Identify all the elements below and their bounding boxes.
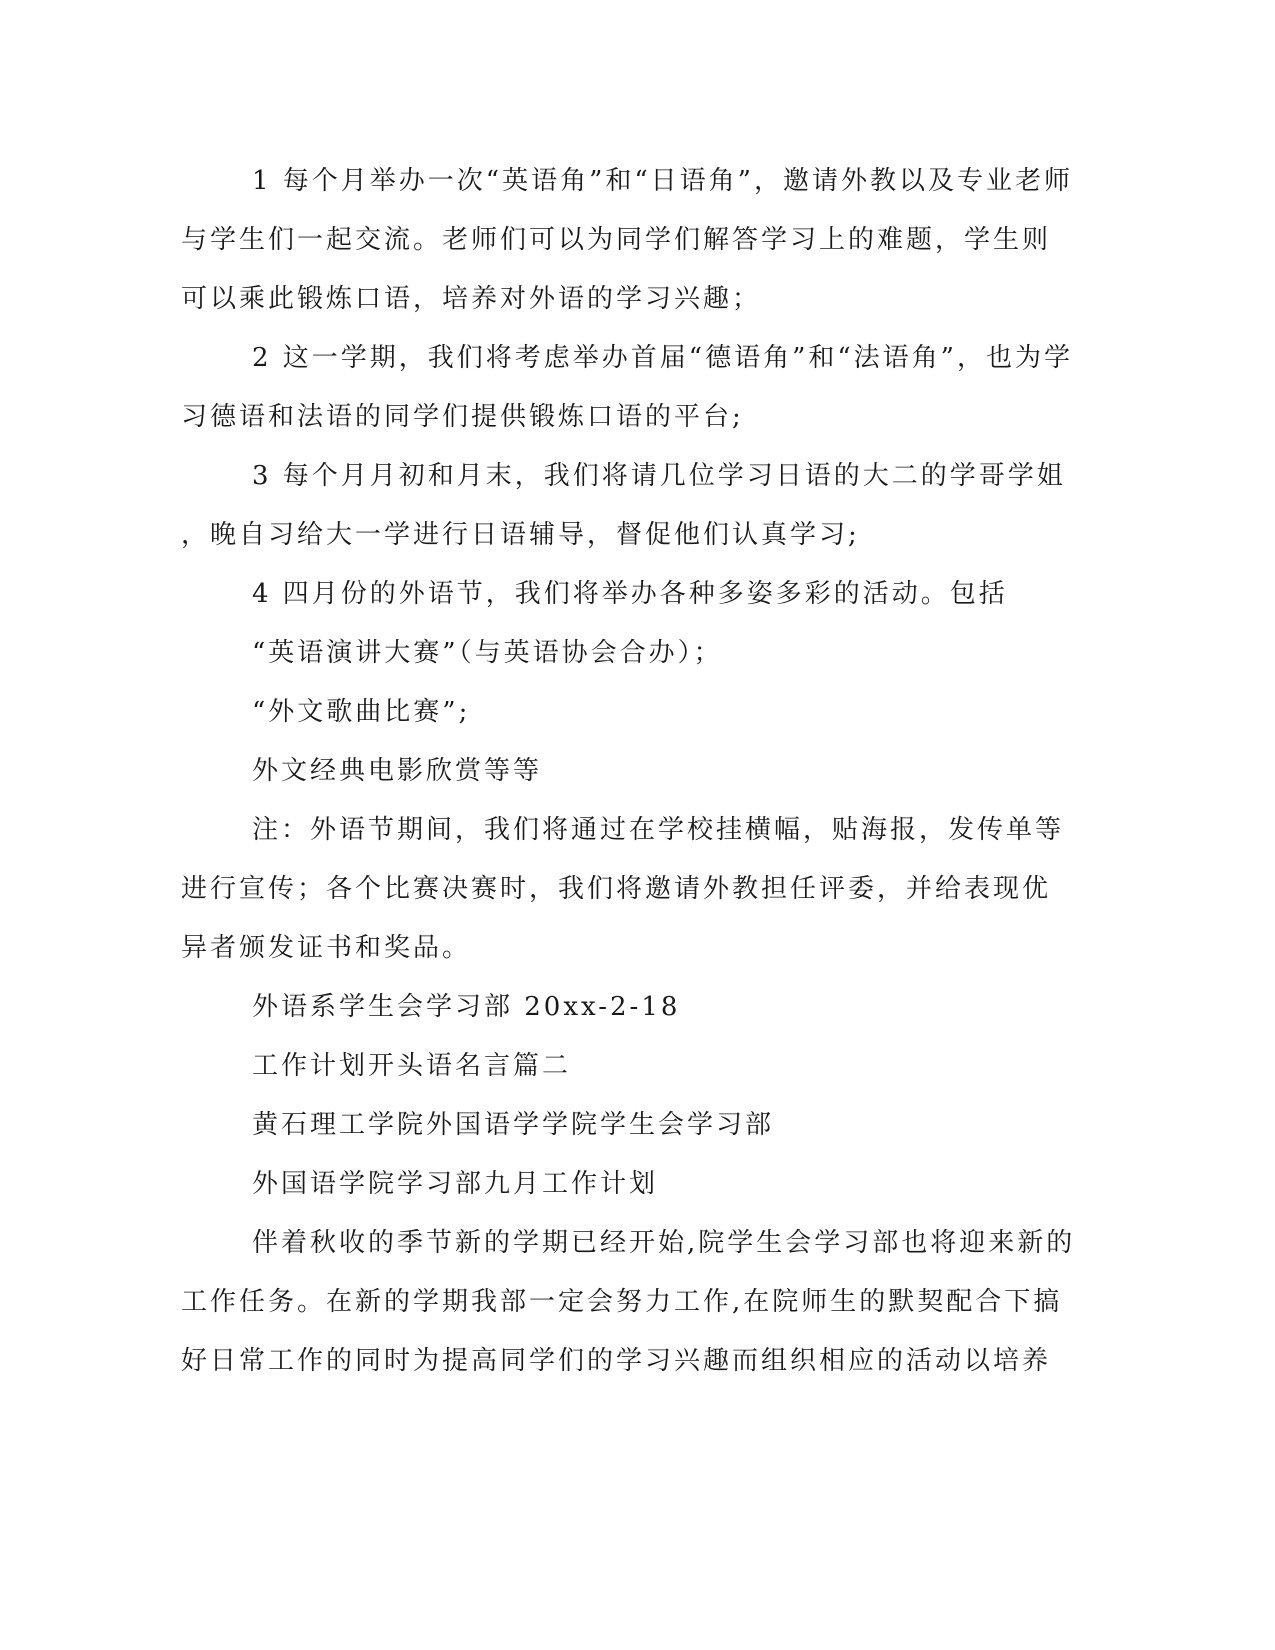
text-line: 3 每个月月初和月末，我们将请几位学习日语的大二的学哥学姐 [252,461,1066,491]
text-line: “外文歌曲比赛”; [252,697,471,727]
text-line: 2 这一学期，我们将考虑举办首届“德语角”和“法语角”，也为学 [252,343,1073,373]
text-line: 好日常工作的同时为提高同学们的学习兴趣而组织相应的活动以培养 [181,1346,1052,1376]
organization-line: 黄石理工学院外国语学学院学生会学习部 [252,1110,775,1140]
plan-title: 外国语学院学习部九月工作计划 [252,1169,659,1199]
text-line: 习德语和法语的同学们提供锻炼口语的平台; [181,402,744,432]
signature-line: 外语系学生会学习部 20xx-2-18 [252,992,681,1022]
document-body [181,152,1076,1391]
text-line: ，晚自习给大一学进行日语辅导，督促他们认真学习; [181,520,860,550]
text-line: 外文经典电影欣赏等等 [252,756,543,786]
text-line: 注：外语节期间，我们将通过在学校挂横幅，贴海报，发传单等 [252,815,1065,845]
section-heading: 工作计划开头语名言篇二 [252,1051,572,1081]
text-line: 可以乘此锻炼口语，培养对外语的学习兴趣； [181,284,762,314]
text-line: 1 每个月举办一次“英语角”和“日语角”，邀请外教以及专业老师 [252,166,1073,196]
text-line: 4 四月份的外语节，我们将举办各种多姿多彩的活动。包括 [252,579,1008,609]
text-line: 工作任务。在新的学期我部一定会努力工作,在院师生的默契配合下搞 [181,1287,1063,1317]
text-line: 伴着秋收的季节新的学期已经开始,院学生会学习部也将迎来新的 [252,1228,1076,1258]
text-line: 进行宣传；各个比赛决赛时，我们将邀请外教担任评委，并给表现优 [181,874,1052,904]
text-line: “英语演讲大赛”（与英语协会合办）； [252,638,723,668]
text-line: 异者颁发证书和奖品。 [181,933,472,963]
text-line: 与学生们一起交流。老师们可以为同学们解答学习上的难题，学生则 [181,225,1052,255]
